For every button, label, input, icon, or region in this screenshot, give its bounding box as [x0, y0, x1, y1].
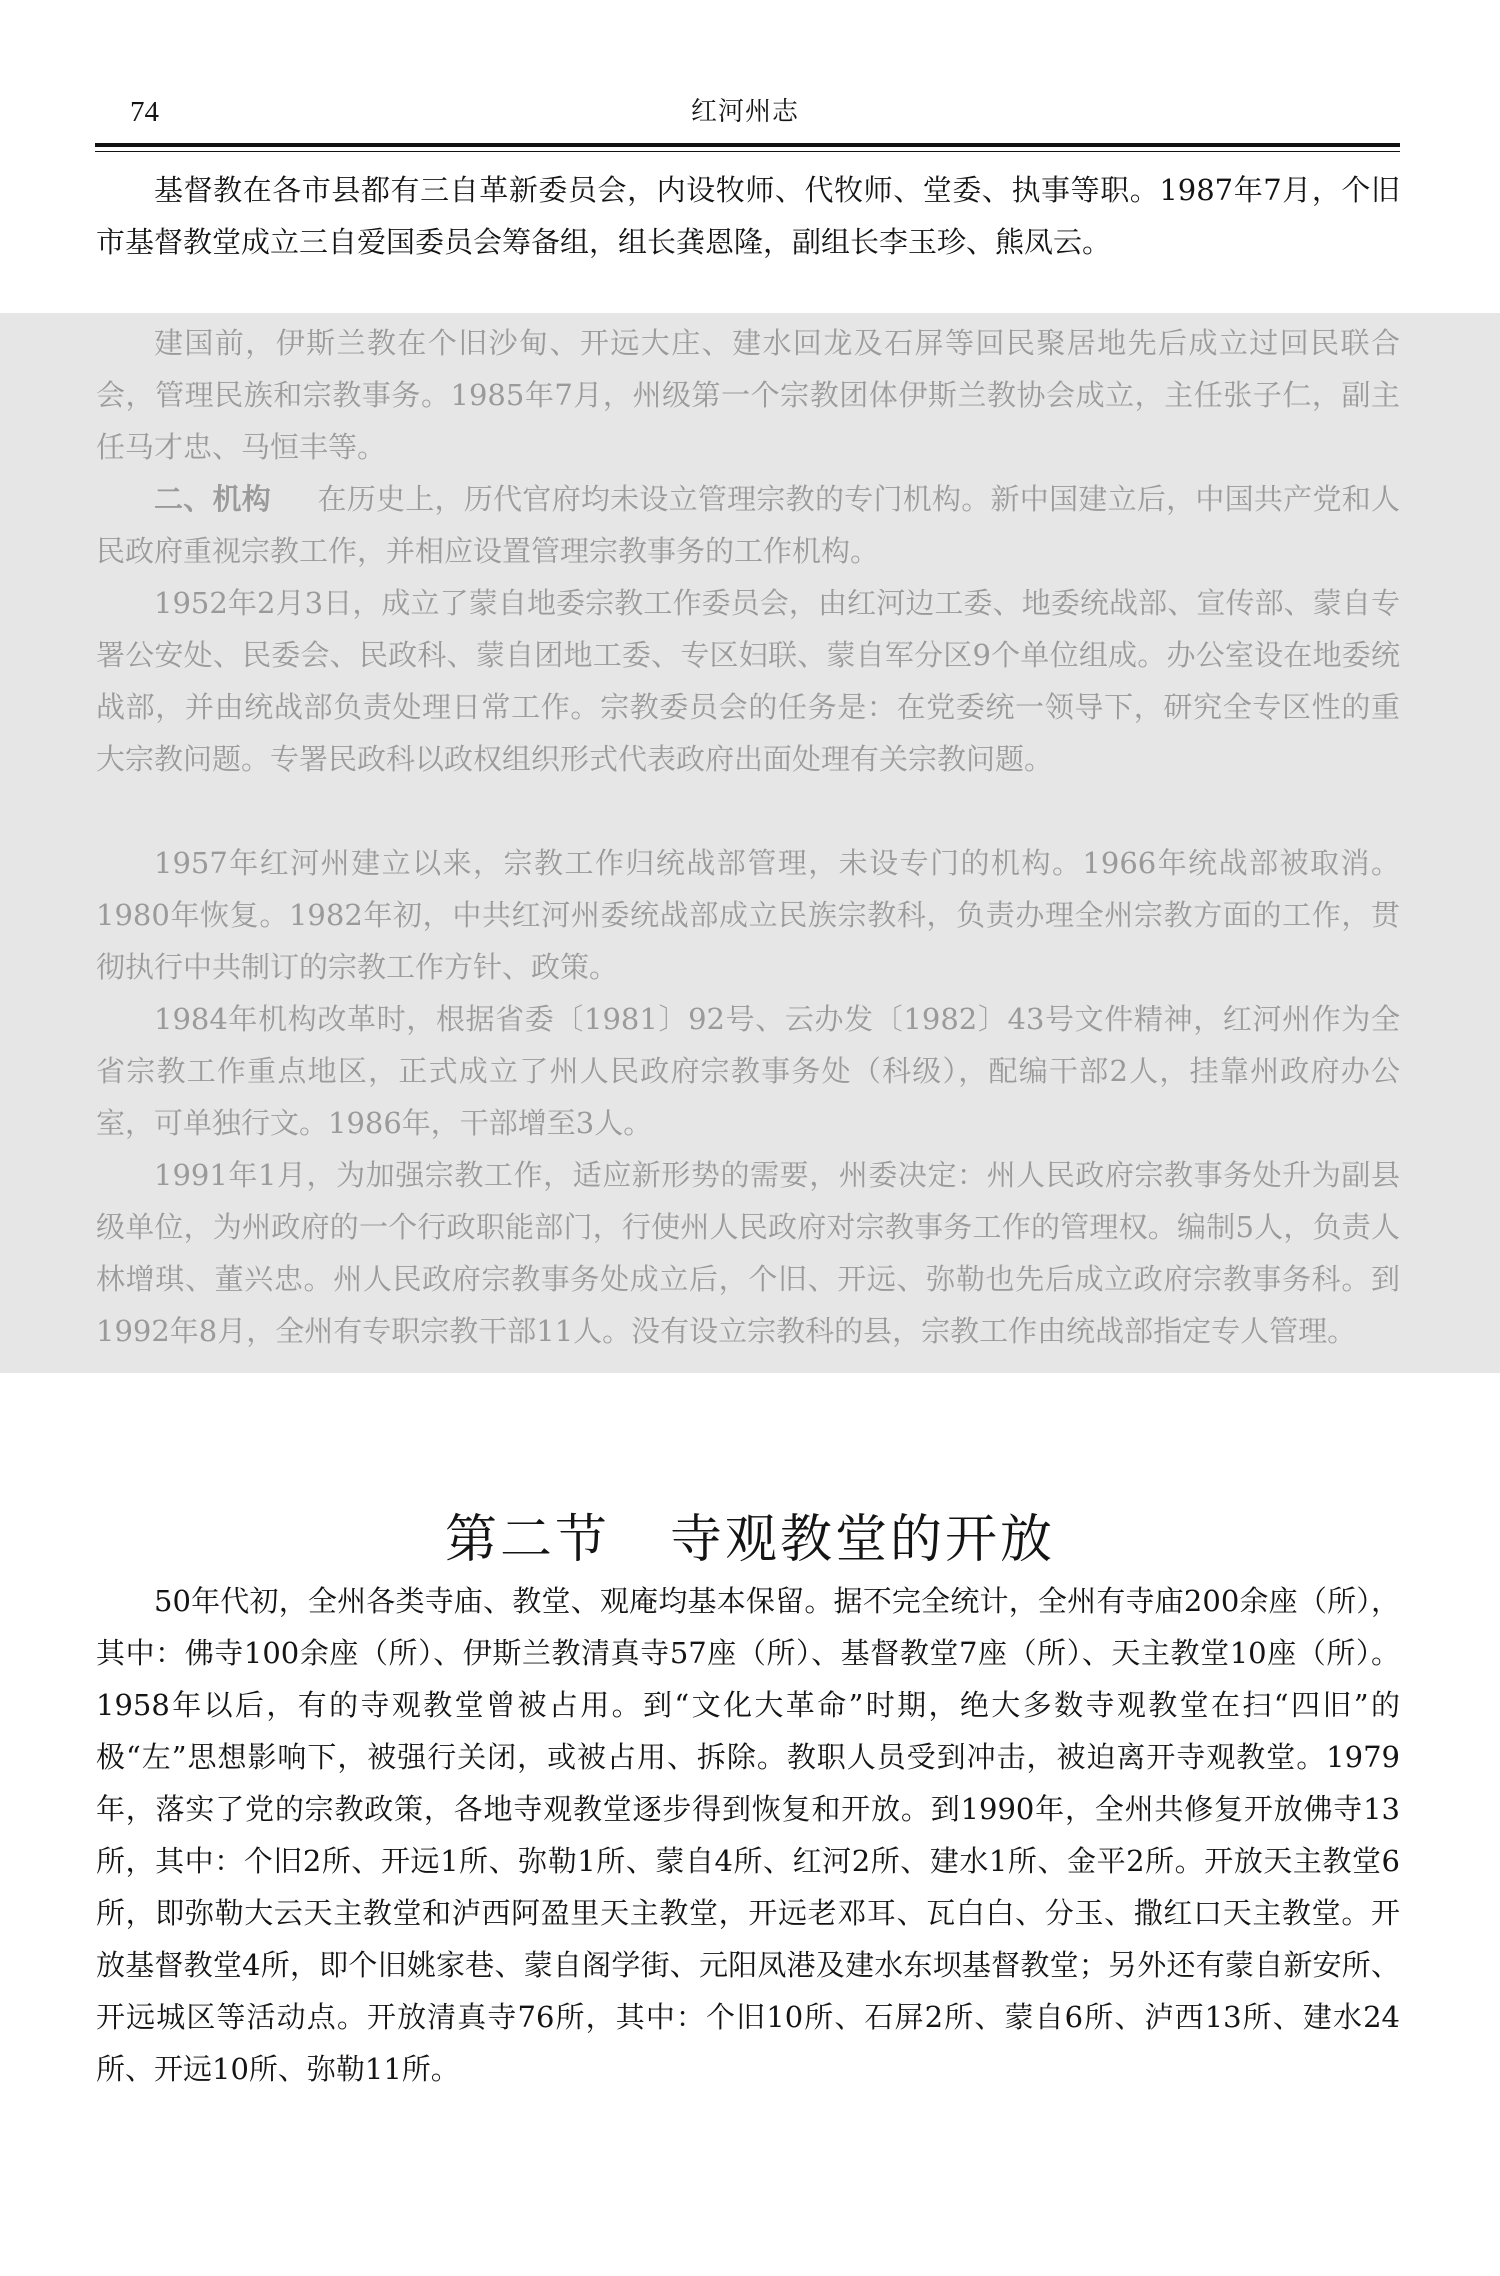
section-title-text: 寺观教堂的开放 [670, 1510, 1056, 1571]
top-paragraph: 基督教在各市县都有三自革新委员会，内设牧师、代牧师、堂委、执事等职。1987年7月，个旧市基督教堂成立三自爱国委员会筹备组，组长龚恩隆，副组长李玉珍、熊凤云。 [96, 173, 1400, 259]
header-rule-thin [95, 151, 1400, 152]
faded-paragraph-6: 1991年1月，为加强宗教工作，适应新形势的需要，州委决定：州人民政府宗教事务处升为副县级单位，为州政府的一个行政职能部门，行使州人民政府对宗教事务工作的管理权。编制5人，负责人林增琪、董兴忠。州人民政府宗教事务处成立后，个旧、开远、弥勒也先后成立政府宗教事务科。到1992年8月，全州有专职宗教干部11人。没有设立宗教科的县，宗教工作由统战部指定专人管理。 [96, 1158, 1400, 1348]
page-header [90, 92, 1400, 132]
section-paragraph: 50年代初，全州各类寺庙、教堂、观庵均基本保留。据不完全统计，全州有寺庙200余座（所），其中：佛寺100余座（所）、伊斯兰教清真寺57座（所）、基督教堂7座（所）、天主教堂10座（所）。1958年以后，有的寺观教堂曾被占用。到“文化大革命”时期，绝大多数寺观教堂在扫“四旧”的极“左”思想影响下，被强行关闭，或被占用、拆除。教职人员受到冲击，被迫离开寺观教堂。1979年，落实了党的宗教政策，各地寺观教堂逐步得到恢复和开放。到1990年，全州共修复开放佛寺13所，其中：个旧2所、开远1所、弥勒1所、蒙自4所、红河2所、建水1所、金平2所。开放天主教堂6所，即弥勒大云天主教堂和泸西阿盈里天主教堂，开远老邓耳、瓦白白、分玉、撒红口天主教堂。开放基督教堂4所，即个旧姚家巷、蒙自阁学街、元阳凤港及建水东坝基督教堂；另外还有蒙自新安所、开远城区等活动点。开放清真寺76所，其中：个旧10所、石屏2所、蒙自6所、泸西13所、建水24所、开远10所、弥勒11所。 [96, 1584, 1400, 2086]
faded-paragraph-4: 1957年红河州建立以来，宗教工作归统战部管理，未设专门的机构。1966年统战部被取消。1980年恢复。1982年初，中共红河州委统战部成立民族宗教科，负责办理全州宗教方面的工作，贯彻执行中共制订的宗教工作方针、政策。 [96, 846, 1400, 984]
header-rule-thick [95, 143, 1400, 147]
faded-text-region [0, 313, 1500, 1373]
subheading-institutions: 二、机构 [154, 482, 272, 516]
faded-paragraph-3: 1952年2月3日，成立了蒙自地委宗教工作委员会，由红河边工委、地委统战部、宣传部、蒙自专署公安处、民委会、民政科、蒙自团地工委、专区妇联、蒙自军分区9个单位组成。办公室设在地委统战部，并由统战部负责处理日常工作。宗教委员会的任务是：在党委统一领导下，研究全专区性的重大宗教问题。专署民政科以政权组织形式代表政府出面处理有关宗教问题。 [96, 586, 1400, 776]
faded-paragraph-2-text: 在历史上，历代官府均未设立管理宗教的专门机构。新中国建立后，中国共产党和人民政府重视宗教工作，并相应设置管理宗教事务的工作机构。 [96, 482, 1400, 568]
page-number: 74 [130, 96, 159, 128]
running-title: 红河州志 [690, 97, 799, 127]
faded-paragraph-2 [96, 473, 1400, 577]
faded-paragraph-1: 建国前，伊斯兰教在个旧沙甸、开远大庄、建水回龙及石屏等回民聚居地先后成立过回民联合会，管理民族和宗教事务。1985年7月，州级第一个宗教团体伊斯兰教协会成立，主任张子仁，副主任马才忠、马恒丰等。 [96, 326, 1400, 464]
faded-paragraph-5: 1984年机构改革时，根据省委〔1981〕92号、云办发〔1982〕43号文件精神，红河州作为全省宗教工作重点地区，正式成立了州人民政府宗教事务处（科级），配编干部2人，挂靠州政府办公室，可单独行文。1986年，干部增至3人。 [96, 1002, 1400, 1140]
section-title [0, 1505, 1500, 1575]
section-number: 第二节 [444, 1510, 610, 1571]
